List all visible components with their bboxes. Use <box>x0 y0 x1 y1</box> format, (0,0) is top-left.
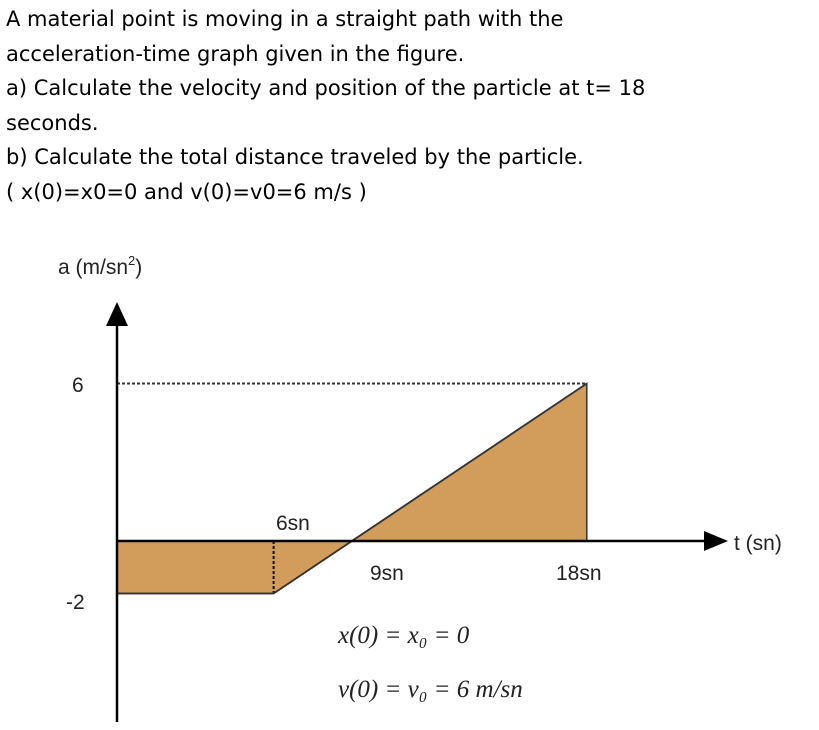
problem-line-5: b) Calculate the total distance traveled by the particle. <box>6 145 584 170</box>
initial-position-equation: x(0) = x₀ = 0 <box>338 622 470 649</box>
initial-velocity-equation: v(0) = v₀ = 6 m/sn <box>338 676 523 703</box>
problem-line-4: seconds. <box>6 110 99 135</box>
x-tick-label-9sn: 9sn <box>370 562 404 585</box>
x-tick-label-18sn: 18sn <box>556 562 602 585</box>
y-axis-label: a $(m/sn^2)$ <box>58 253 143 279</box>
x-axis-label: t (sn) <box>734 532 782 555</box>
negative-acceleration-area <box>117 541 352 594</box>
y-axis-arrow-icon <box>106 302 128 326</box>
x-axis-arrow-icon <box>704 531 728 551</box>
problem-line-2: acceleration-time graph given in the figure. <box>6 41 465 66</box>
problem-line-6: ( x(0)=x0=0 and v(0)=v0=6 m/s ) <box>6 179 367 204</box>
problem-line-1: A material point is moving in a straight path with the <box>6 7 564 31</box>
x-tick-label-6sn: 6sn <box>276 512 310 535</box>
y-tick-label-neg2: -2 <box>66 591 85 614</box>
problem-line-3: a) Calculate the velocity and position of the particle at t= 18 <box>6 76 646 101</box>
y-tick-label-6: 6 <box>72 374 84 397</box>
